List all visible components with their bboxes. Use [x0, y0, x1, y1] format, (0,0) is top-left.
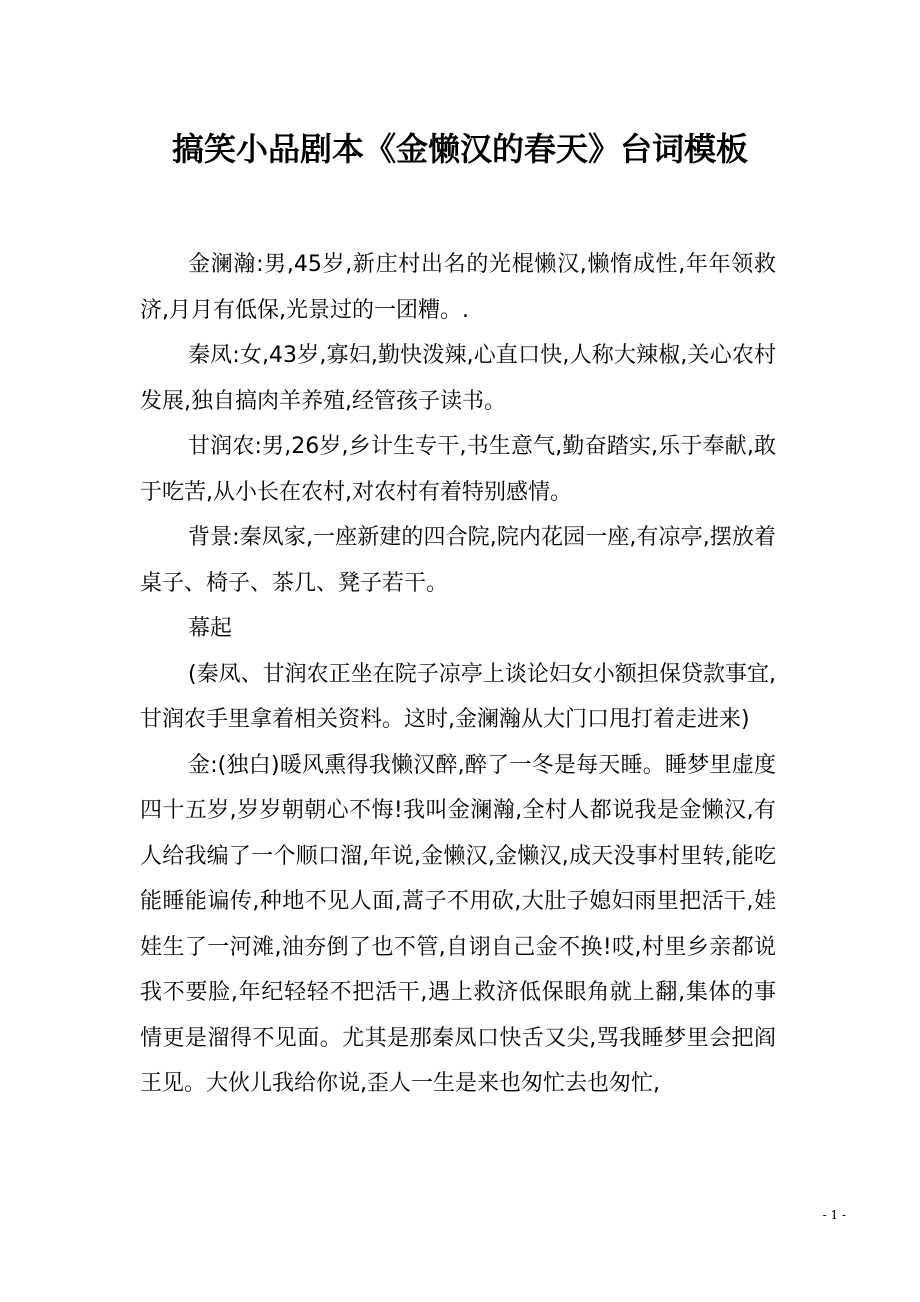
page-number: - 1 - [822, 1208, 846, 1222]
document-body [140, 242, 776, 1107]
document-title: 搞笑小品剧本《金懒汉的春天》台词模板 [171, 130, 748, 168]
curtain-rise: 幕起 [188, 616, 233, 641]
scene-background: 背景:秦凤家,一座新建的四合院,院内花园一座,有凉亭,摆放着桌子、椅子、茶几、凳子若干。 [140, 525, 776, 596]
character-gan-description: 甘润农:男,26岁,乡计生专干,书生意气,勤奋踏实,乐于奉献,敢于吃苦,从小长在农村,对农村有着特别感情。 [140, 434, 776, 505]
character-qin-description: 秦凤:女,43岁,寡妇,勤快泼辣,心直口快,人称大辣椒,关心农村发展,独自搞肉羊养殖,经管孩子读书。 [140, 343, 776, 414]
character-jin-description: 金澜瀚:男,45岁,新庄村出名的光棍懒汉,懒惰成性,年年领救济,月月有低保,光景过的一团糟。. [140, 252, 776, 323]
jin-monologue: 金:(独白)暖风熏得我懒汉醉,醉了一冬是每天睡。睡梦里虚度四十五岁,岁岁朝朝心不悔!我叫金澜瀚,全村人都说我是金懒汉,有人给我编了一个顺口溜,年说,金懒汉,金懒汉,成天没事村里转,能吃能睡能谝传,种地不见人面,蒿子不用砍,大肚子媳妇雨里把活干,娃娃生了一河滩,油夯倒了也不管,自诩自己金不换!哎,村里乡亲都说我不要脸,年纪轻轻不把活干,遇上救济低保眼角就上翻,集体的事情更是溜得不见面。尤其是那秦凤口快舌又尖,骂我睡梦里会把阎王见。大伙儿我给你说,歪人一生是来也匆忙去也匆忙, [140, 752, 776, 1096]
stage-direction: (秦凤、甘润农正坐在院子凉亭上谈论妇女小额担保贷款事宜,甘润农手里拿着相关资料。这时,金澜瀚从大门口甩打着走进来) [140, 661, 776, 732]
